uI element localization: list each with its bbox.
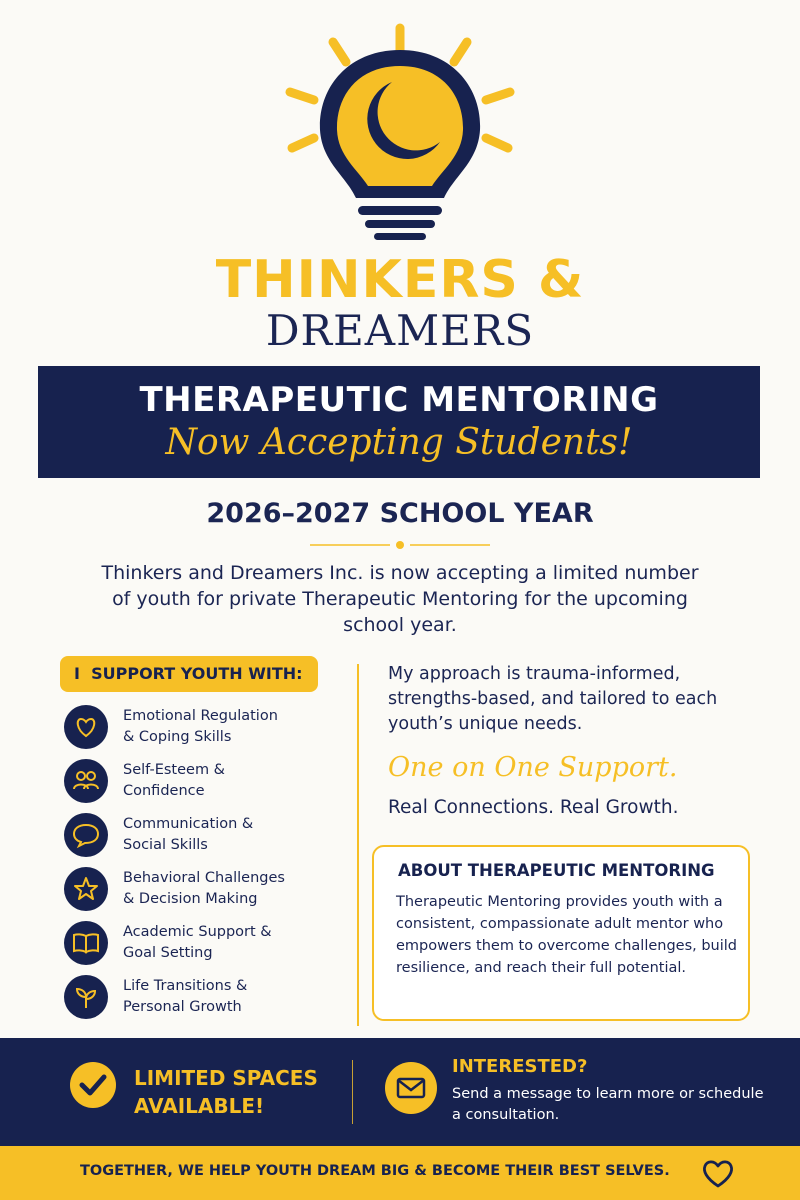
about-title: ABOUT THERAPEUTIC MENTORING	[398, 861, 715, 880]
support-item-line1: Academic Support &	[123, 924, 272, 940]
support-item-behavioral	[64, 864, 344, 914]
contact-message: Send a message to learn more or schedule a consultation.	[452, 1086, 764, 1123]
support-item-line1: Emotional Regulation	[123, 708, 278, 724]
lightbulb-moon-logo	[270, 20, 530, 245]
interested-heading: INTERESTED?	[452, 1056, 588, 1077]
about-body: Therapeutic Mentoring provides youth with a consistent, compassionate adult mentor who empowers them to overcome challenges, build resilience, and reach their full potential.	[396, 894, 738, 976]
support-item-line1: Self-Esteem &	[123, 762, 225, 778]
headline-banner	[38, 366, 760, 478]
support-item-label	[123, 760, 343, 802]
support-item-self-esteem	[64, 756, 344, 806]
intro-paragraph: Thinkers and Dreamers Inc. is now accepting a limited number of youth for private Therapeutic Mentoring for the upcoming school year.	[101, 562, 699, 636]
people-icon	[64, 759, 108, 803]
speech-bubble-icon	[64, 813, 108, 857]
support-item-label	[123, 814, 343, 856]
heart-outline-icon	[700, 1156, 736, 1190]
support-item-emotional-regulation	[64, 702, 344, 752]
support-item-line1: Behavioral Challenges	[123, 870, 285, 886]
support-item-line2: & Decision Making	[123, 891, 258, 907]
support-item-label	[123, 922, 343, 964]
sprout-icon	[64, 975, 108, 1019]
footer-divider	[352, 1060, 353, 1124]
support-item-line2: Goal Setting	[123, 945, 213, 961]
support-item-label	[123, 706, 343, 748]
limited-spaces-text	[134, 1064, 334, 1120]
tagline-text: TOGETHER, WE HELP YOUTH DREAM BIG & BECOME THEIR BEST SELVES.	[80, 1163, 670, 1179]
book-icon	[64, 921, 108, 965]
limited-spaces-line2: AVAILABLE!	[134, 1094, 265, 1118]
tagline-bar	[0, 1146, 800, 1200]
envelope-icon	[385, 1062, 437, 1114]
support-item-line2: Social Skills	[123, 837, 208, 853]
support-heading-badge: I SUPPORT YOUTH WITH:	[60, 656, 318, 692]
brand-name-line2: DREAMERS	[265, 306, 535, 355]
real-connections-text: Real Connections. Real Growth.	[388, 797, 679, 818]
support-item-line2: Confidence	[123, 783, 205, 799]
star-icon	[64, 867, 108, 911]
support-item-communication	[64, 810, 344, 860]
checkmark-icon	[70, 1062, 116, 1108]
column-divider	[357, 664, 359, 1026]
dot-divider	[310, 540, 490, 550]
support-item-line1: Life Transitions &	[123, 978, 248, 994]
heart-icon	[64, 705, 108, 749]
banner-subtitle: Now Accepting Students!	[165, 422, 633, 463]
support-item-label	[123, 868, 343, 910]
footer-band	[0, 1038, 800, 1146]
one-on-one-slogan: One on One Support.	[388, 752, 678, 783]
banner-title: THERAPEUTIC MENTORING	[139, 380, 659, 420]
support-item-academic	[64, 918, 344, 968]
support-item-line2: Personal Growth	[123, 999, 242, 1015]
approach-text: My approach is trauma-informed, strengths-based, and tailored to each youth’s unique needs.	[388, 664, 718, 734]
support-item-label	[123, 976, 343, 1018]
school-year-heading: 2026–2027 SCHOOL YEAR	[206, 498, 594, 529]
about-card	[372, 845, 750, 1021]
support-item-line1: Communication &	[123, 816, 254, 832]
support-item-life-transitions	[64, 972, 344, 1022]
brand-name-line1: THINKERS &	[215, 250, 585, 310]
support-item-line2: & Coping Skills	[123, 729, 232, 745]
limited-spaces-line1: LIMITED SPACES	[134, 1066, 318, 1090]
